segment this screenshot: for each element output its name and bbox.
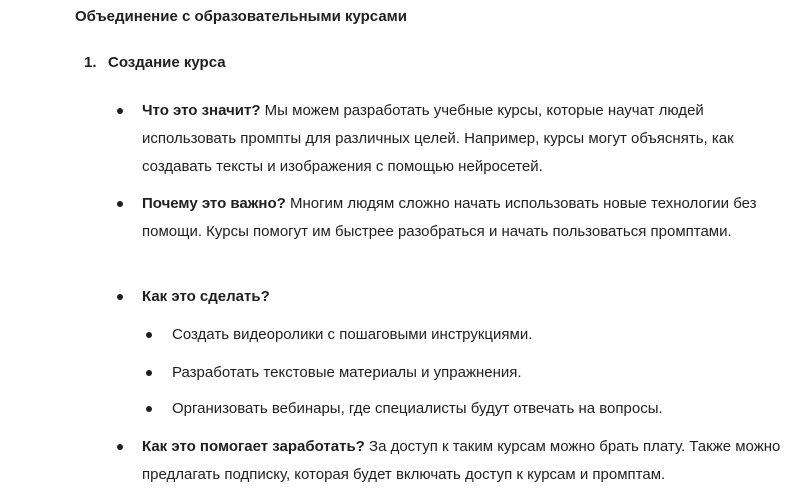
sub-list-item: Разработать текстовые материалы и упражнения. [172,364,522,381]
sub-list-item: Организовать вебинары, где специалисты будут отвечать на вопросы. [172,400,663,417]
item-text: Многим людям сложно начать использовать новые технологии без помощи. Курсы помогут им быстрее разобраться и начать пользоваться промптами. [142,195,757,240]
section-heading: Объединение с образовательными курсами [75,8,407,25]
bullet-icon [117,201,123,207]
sub-bullet-icon [146,406,152,412]
item-label: Что это значит? [142,102,261,119]
item-text: Мы можем разработать учебные курсы, которые научат людей использовать промпты для различных целей. Например, курсы могут объяснять, как создавать тексты и изображения с помощью нейросетей. [142,102,734,175]
item-label: Почему это важно? [142,195,286,212]
item-label: Как это помогает заработать? [142,438,365,455]
bullet-icon [117,444,123,450]
sub-bullet-icon [146,332,152,338]
bullet-icon [117,294,123,300]
bullet-icon [117,108,123,114]
sub-list-item: Создать видеоролики с пошаговыми инструкциями. [172,326,533,343]
list-item [142,190,782,246]
step-title: Создание курса [108,54,226,71]
numbered-step-title [84,52,226,74]
item-label: Как это сделать? [142,288,270,305]
step-number: 1. [84,54,97,71]
sub-bullet-icon [146,370,152,376]
list-item [142,97,782,181]
item-text: За доступ к таким курсам можно брать плату. Также можно предлагать подписку, которая будет включать доступ к курсам и промптам. [142,438,781,483]
list-item [142,283,782,311]
list-item [142,433,782,489]
